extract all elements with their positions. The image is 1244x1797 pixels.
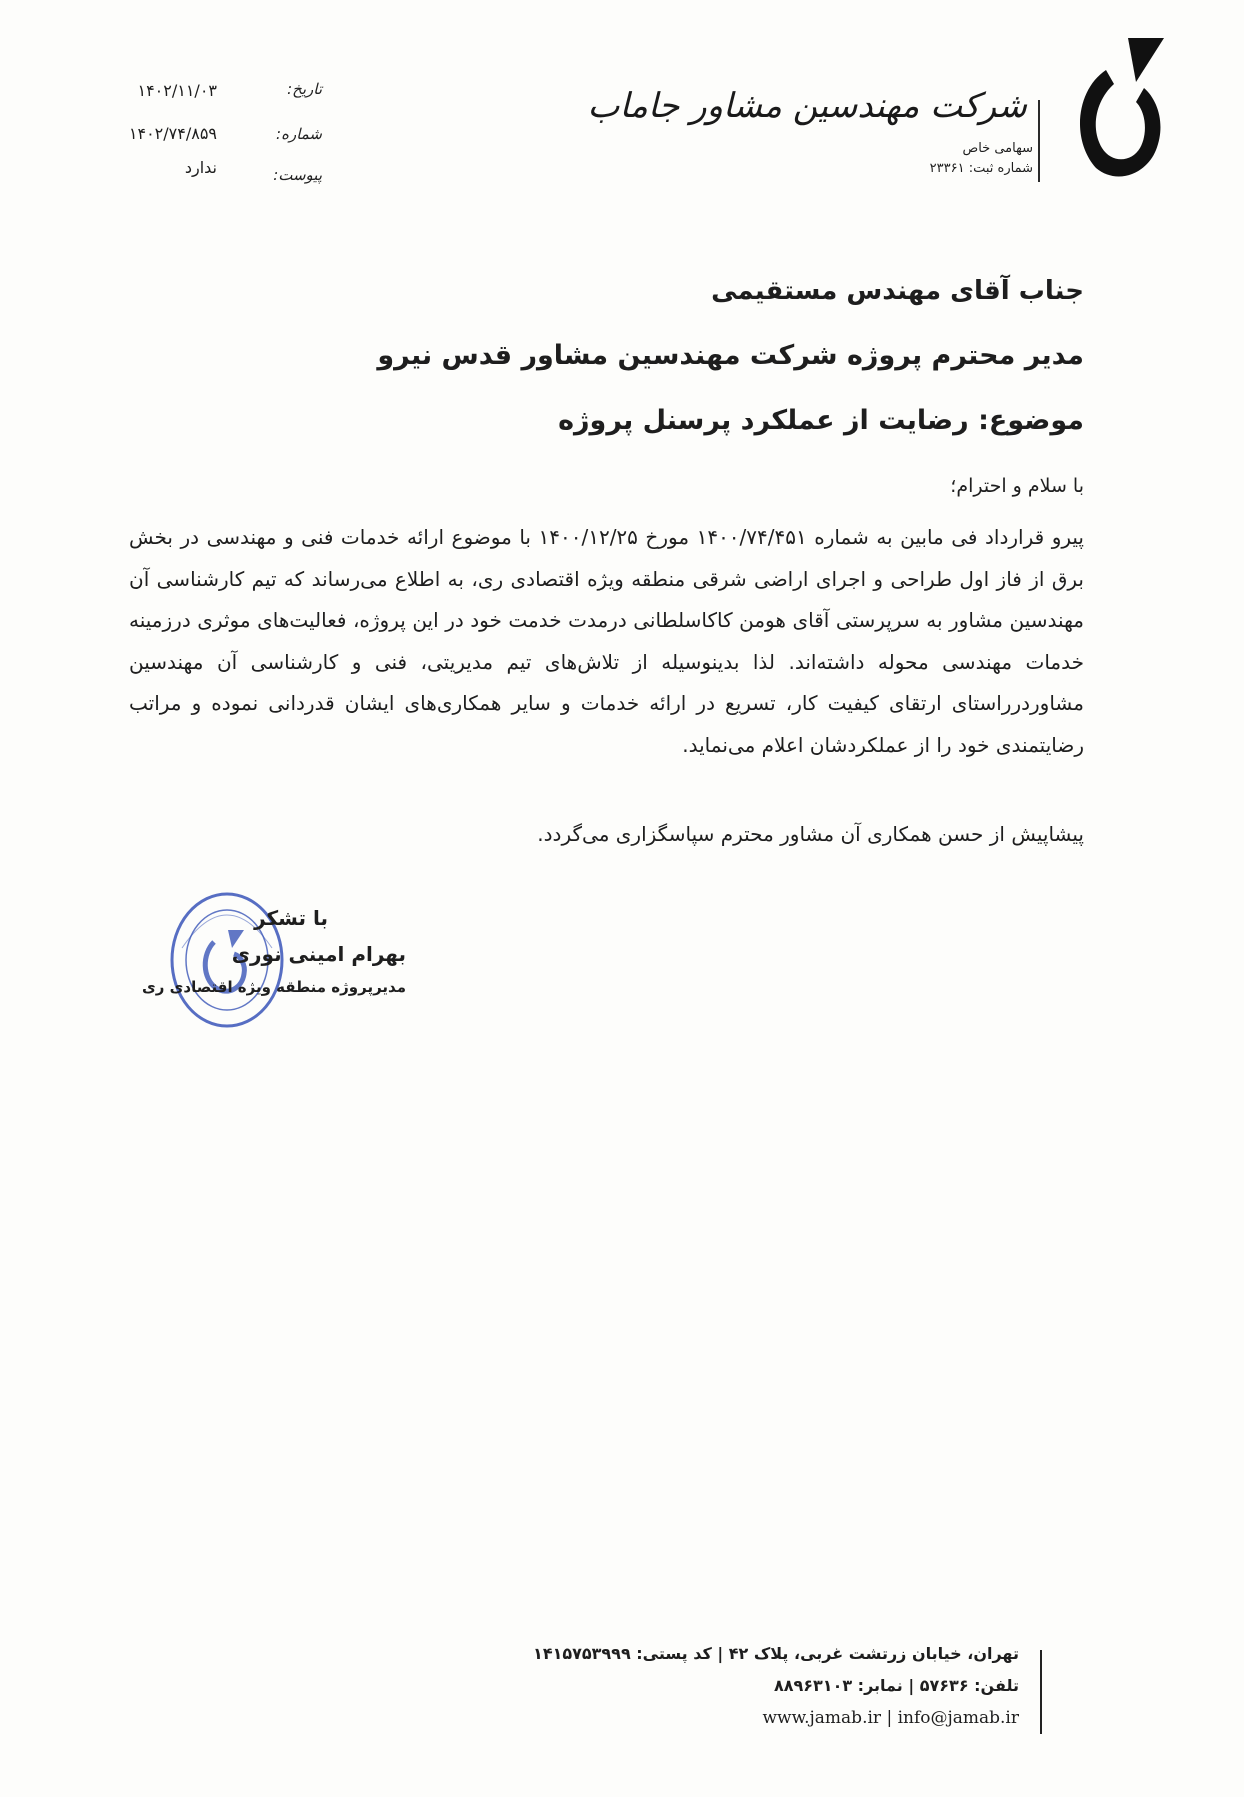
date-value: ۱۴۰۲/۱۱/۰۳ [137, 81, 217, 100]
number-value: ۱۴۰۲/۷۴/۸۵۹ [128, 124, 217, 143]
letter-subject: موضوع: رضایت از عملکرد پرسنل پروژه [558, 405, 1084, 436]
company-name: شرکت مهندسین مشاور جاماب [587, 86, 1027, 126]
company-logo-icon [1066, 30, 1176, 180]
number-label: شماره: [276, 125, 322, 143]
attachment-value: ندارد [184, 158, 217, 177]
attachment-label: پیوست: [273, 166, 322, 184]
footer-separator [1040, 1650, 1042, 1734]
addressee-name: جناب آقای مهندس مستقیمی [711, 276, 1084, 306]
header-separator [1038, 100, 1040, 182]
date-label: تاریخ: [287, 80, 322, 98]
footer-phones: تلفن: ۵۷۶۳۶ | نمابر: ۸۸۹۶۳۱۰۳ [773, 1676, 1019, 1695]
footer-web: www.jamab.ir | info@jamab.ir [762, 1708, 1019, 1728]
greeting: با سلام و احترام؛ [950, 475, 1084, 497]
signature-thanks: با تشکر [254, 906, 328, 930]
footer-address: تهران، خیابان زرتشت غربی، پلاک ۴۲ | کد پستی: ۱۴۱۵۷۵۳۹۹۹ [533, 1644, 1019, 1663]
signatory-name: بهرام امینی نوری [231, 942, 406, 966]
signatory-title: مدیرپروژه منطقه ویژه اقتصادی ری [142, 978, 406, 996]
letter-body: پیرو قرارداد فی مابین به شماره ۱۴۰۰/۷۴/۴۵۱ مورخ ۱۴۰۰/۱۲/۲۵ با موضوع ارائه خدمات فنی و مهندسی در بخش برق از فاز اول طراحی و اجرای اراضی شرقی منطقه ویژه اقتصادی ری، به اطلاع می‌رساند که تیم کارشناسی آن مهندسین مشاور به سرپرستی آقای هومن کاکاسلطانی درمدت خدمت خود در این پروژه، فعالیت‌های موثری درزمینه خدمات مهندسی محوله داشته‌اند. لذا بدینوسیله از تلاش‌های تیم مدیریتی، فنی و کارشناسی آن مهندسین مشاوردرراستای ارتقای کیفیت کار، تسریع در ارائه خدمات و سایر همکاری‌های ایشان قدردانی نموده و مراتب رضایتمندی خود را از عملکردشان اعلام می‌نماید. [129, 525, 1084, 757]
closing-line: پیشاپیش از حسن همکاری آن مشاور محترم سپاسگزاری می‌گردد. [537, 822, 1084, 846]
registration-number: شماره ثبت: ۲۳۳۶۱ [929, 161, 1033, 176]
company-type: سهامی خاص [962, 141, 1033, 156]
addressee-title: مدیر محترم پروژه شرکت مهندسین مشاور قدس نیرو [377, 340, 1084, 371]
